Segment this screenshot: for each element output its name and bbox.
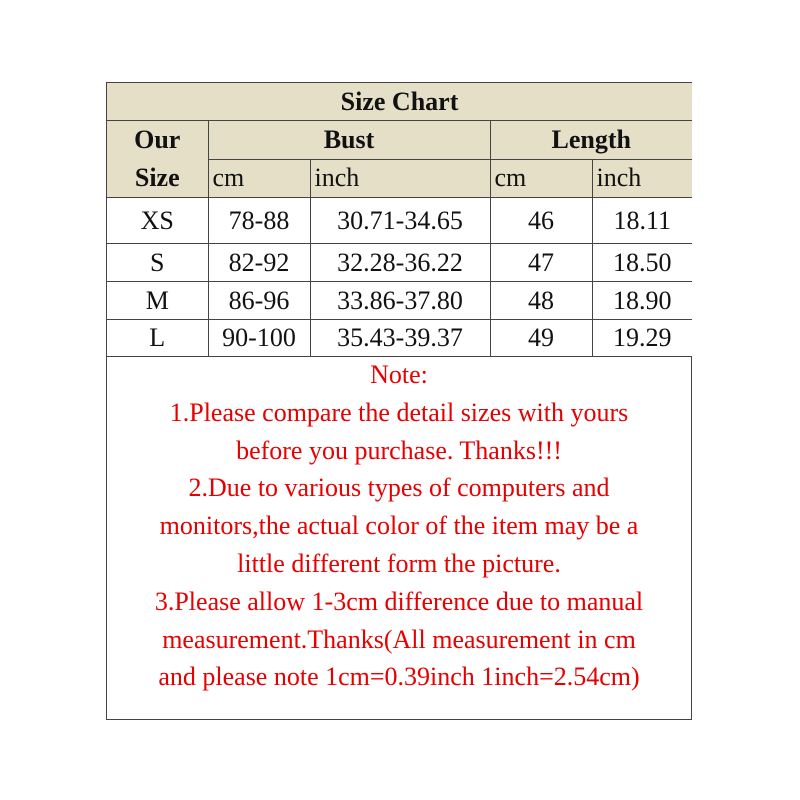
length-cm-cell: 48 [490, 282, 592, 320]
length-cm-cell: 49 [490, 320, 592, 357]
length-inch-unit: inch [592, 159, 692, 198]
bust-cm-cell: 86-96 [208, 282, 310, 320]
note-line: and please note 1cm=0.39inch 1inch=2.54cm) [158, 662, 640, 692]
length-inch-cell: 18.11 [592, 198, 692, 244]
bust-cm-cell: 78-88 [208, 198, 310, 244]
size-cell: M [107, 282, 208, 320]
bust-inch-cell: 35.43-39.37 [310, 320, 490, 357]
table-row [107, 244, 692, 282]
table-row [107, 198, 692, 244]
our-size-header [107, 121, 208, 198]
size-cell: XS [107, 198, 208, 244]
bust-header: Bust [208, 121, 490, 160]
table-row [107, 320, 692, 357]
table-row [107, 282, 692, 320]
note-line: 1.Please compare the detail sizes with yours [169, 397, 629, 427]
size-cell: S [107, 244, 208, 282]
note-line: little different form the picture. [237, 548, 561, 578]
bust-cm-unit: cm [208, 159, 310, 198]
chart-title: Size Chart [107, 83, 692, 121]
size-cell: L [107, 320, 208, 357]
note-line: 2.Due to various types of computers and [188, 473, 610, 503]
length-cm-cell: 47 [490, 244, 592, 282]
length-cm-cell: 46 [490, 198, 592, 244]
note-heading: Note: [370, 360, 428, 389]
note-line: measurement.Thanks(All measurement in cm [162, 624, 636, 654]
length-inch-cell: 18.50 [592, 244, 692, 282]
bust-inch-cell: 30.71-34.65 [310, 198, 490, 244]
bust-inch-unit: inch [310, 159, 490, 198]
length-header: Length [490, 121, 692, 160]
size-chart [106, 82, 692, 720]
size-table [107, 83, 692, 357]
note-line: 3.Please allow 1-3cm difference due to manual [154, 586, 644, 616]
bust-cm-cell: 90-100 [208, 320, 310, 357]
bust-inch-cell: 32.28-36.22 [310, 244, 490, 282]
note-line: before you purchase. Thanks!!! [236, 435, 562, 465]
our-size-header-line2: Size [134, 163, 180, 192]
length-cm-unit: cm [490, 159, 592, 198]
bust-cm-cell: 82-92 [208, 244, 310, 282]
note-section [107, 356, 691, 696]
our-size-header-line1: Our [134, 125, 181, 154]
bust-inch-cell: 33.86-37.80 [310, 282, 490, 320]
length-inch-cell: 18.90 [592, 282, 692, 320]
length-inch-cell: 19.29 [592, 320, 692, 357]
note-line: monitors,the actual color of the item may be a [159, 511, 639, 541]
